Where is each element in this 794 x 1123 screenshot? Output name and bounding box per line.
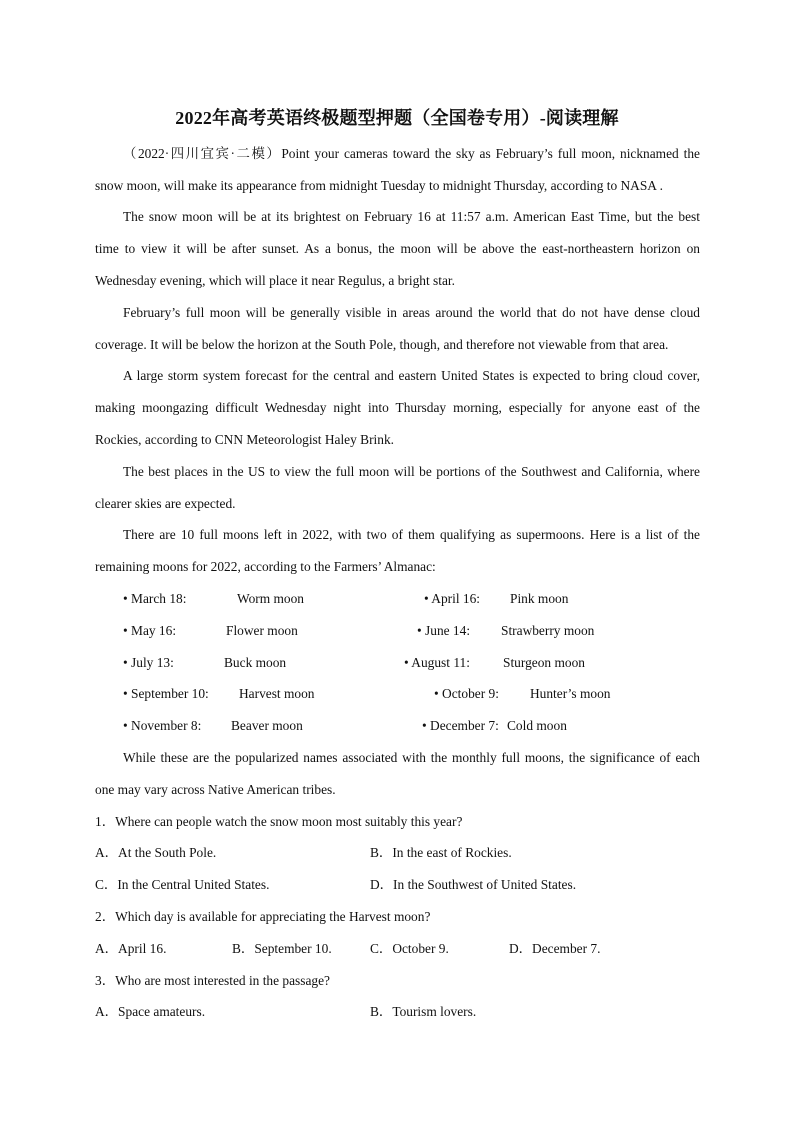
paragraph-5-line-1: The best places in the US to view the full moon will be portions of the Southwest and California, where bbox=[123, 464, 700, 479]
question-2-option-b: B．September 10. bbox=[232, 941, 332, 956]
question-1-option-d: D．In the Southwest of United States. bbox=[370, 877, 577, 892]
moon-date: • December 7: bbox=[422, 718, 499, 733]
page-title: 2022年高考英语终极题型押题（全国卷专用）-阅读理解 bbox=[175, 108, 619, 128]
question-1-stem: 1．Where can people watch the snow moon most suitably this year? bbox=[95, 814, 463, 829]
paragraph-3-line-2: coverage. It will be below the horizon at the South Pole, though, and therefore not viewable from that area. bbox=[95, 337, 669, 352]
moon-name: Sturgeon moon bbox=[503, 655, 585, 670]
moon-date: • August 11: bbox=[404, 655, 470, 670]
moon-name: Pink moon bbox=[510, 591, 569, 606]
paragraph-7-line-1: While these are the popularized names associated with the monthly full moons, the significance of each bbox=[123, 750, 700, 765]
moon-date: • June 14: bbox=[417, 623, 471, 638]
question-3-option-a: A．Space amateurs. bbox=[95, 1004, 206, 1019]
question-2-option-d: D．December 7. bbox=[509, 941, 601, 956]
paragraph-4-line-3: Rockies, according to CNN Meteorologist Haley Brink. bbox=[95, 432, 395, 447]
question-3-option-b: B．Tourism lovers. bbox=[370, 1004, 477, 1019]
moon-name: Cold moon bbox=[507, 718, 567, 733]
question-1-option-c: C．In the Central United States. bbox=[95, 877, 270, 892]
paragraph-7-line-2: one may vary across Native American tribes. bbox=[95, 782, 336, 797]
question-1-option-b: B．In the east of Rockies. bbox=[370, 845, 512, 860]
moon-date: • September 10: bbox=[123, 686, 209, 701]
paragraph-1-line-2: snow moon, will make its appearance from midnight Tuesday to midnight Thursday, according to NASA . bbox=[95, 178, 663, 193]
moon-name: Worm moon bbox=[237, 591, 304, 606]
moon-name: Buck moon bbox=[224, 655, 287, 670]
moon-date: • October 9: bbox=[434, 686, 499, 701]
moon-date: • May 16: bbox=[123, 623, 177, 638]
moon-date: • July 13: bbox=[123, 655, 174, 670]
paragraph-2-line-1: The snow moon will be at its brightest on February 16 at 11:57 a.m. American East Time, but the best bbox=[123, 209, 700, 224]
moon-name: Harvest moon bbox=[239, 686, 315, 701]
moon-date: • November 8: bbox=[123, 718, 202, 733]
paragraph-5-line-2: clearer skies are expected. bbox=[95, 496, 236, 511]
paragraph-3-line-1: February’s full moon will be generally visible in areas around the world that do not have dense cloud bbox=[123, 305, 700, 320]
moon-name: Hunter’s moon bbox=[530, 686, 611, 701]
paragraph-6-line-2: remaining moons for 2022, according to the Farmers’ Almanac: bbox=[95, 559, 436, 574]
moon-date: • March 18: bbox=[123, 591, 187, 606]
moon-name: Flower moon bbox=[226, 623, 298, 638]
paragraph-4-line-1: A large storm system forecast for the central and eastern United States is expected to bring cloud cover, bbox=[123, 368, 700, 383]
question-2-option-c: C．October 9. bbox=[370, 941, 449, 956]
paragraph-2-line-2: time to view it will be after sunset. As a bonus, the moon will be above the east-northeastern horizon on bbox=[95, 241, 700, 256]
paragraph-1-line-1: （2022·四川宜宾·二模）Point your cameras toward the sky as February’s full moon, nicknamed the bbox=[123, 146, 700, 161]
question-1-option-a: A．At the South Pole. bbox=[95, 845, 217, 860]
paragraph-4-line-2: making moongazing difficult Wednesday night into Thursday morning, especially for anyone east of the bbox=[95, 400, 700, 415]
question-3-stem: 3．Who are most interested in the passage? bbox=[95, 973, 331, 988]
paragraph-2-line-3: Wednesday evening, which will place it near Regulus, a bright star. bbox=[95, 273, 455, 288]
moon-date: • April 16: bbox=[424, 591, 481, 606]
moon-name: Beaver moon bbox=[231, 718, 303, 733]
moon-name: Strawberry moon bbox=[501, 623, 595, 638]
question-2-stem: 2．Which day is available for appreciating the Harvest moon? bbox=[95, 909, 431, 924]
paragraph-6-line-1: There are 10 full moons left in 2022, with two of them qualifying as supermoons. Here is a list of the bbox=[123, 527, 700, 542]
question-2-option-a: A．April 16. bbox=[95, 941, 167, 956]
